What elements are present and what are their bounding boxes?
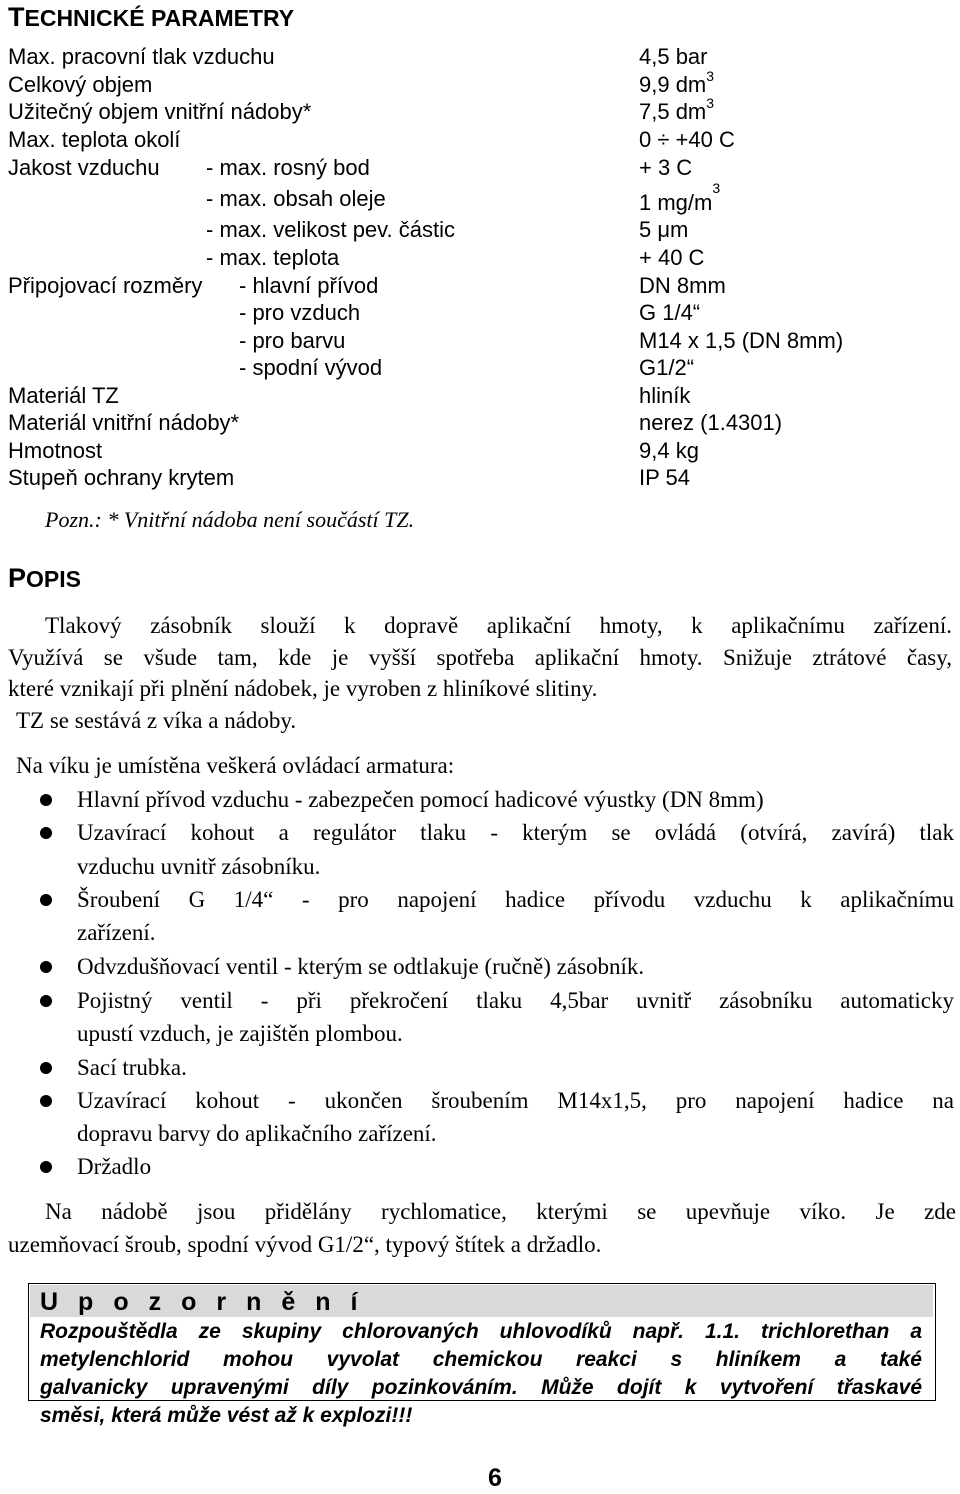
bullet-dot	[40, 794, 52, 806]
value-superscript: 3	[706, 94, 715, 111]
lid-intro: Na víku je umístěna veškerá ovládací armatura:	[16, 753, 455, 778]
param-sublabel: - pro barvu	[239, 328, 346, 353]
list-item: Sací trubka.	[77, 1055, 187, 1080]
footnote: Pozn.: * Vnitřní nádoba není součástí TZ.	[45, 507, 415, 532]
bullet-dot	[40, 827, 52, 839]
paragraph-line: Tlakový zásobník slouží k dopravě aplikační hmoty, k aplikačnímu zařízení.	[45, 613, 952, 638]
param-value: 5 μm	[639, 217, 689, 242]
param-value: 0 ÷ +40 C	[639, 127, 735, 152]
list-item-continuation: zařízení.	[77, 920, 156, 945]
param-label: Max. pracovní tlak vzduchu	[8, 44, 275, 69]
bullet-dot	[40, 1161, 52, 1173]
paragraph-line: TZ se sestává z víka a nádoby.	[16, 708, 297, 733]
param-label: Stupeň ochrany krytem	[8, 465, 235, 490]
list-item-continuation: upustí vzduch, je zajištěn plombou.	[77, 1021, 403, 1046]
list-item: Hlavní přívod vzduchu - zabezpečen pomocí hadicové výustky (DN 8mm)	[77, 787, 764, 812]
param-sublabel: - max. teplota	[206, 245, 340, 270]
param-sublabel: - hlavní přívod	[239, 273, 379, 298]
param-value: IP 54	[639, 465, 690, 490]
paragraph-line: uzemňovací šroub, spodní vývod G1/2“, typový štítek a držadlo.	[8, 1232, 602, 1257]
bullet-dot	[40, 1095, 52, 1107]
param-value	[639, 179, 721, 216]
value-text: 1 mg/m	[639, 190, 713, 215]
title-rest: OPIS	[26, 566, 81, 592]
param-label: Materiál vnitřní nádoby*	[8, 410, 240, 435]
param-sublabel: - spodní vývod	[239, 355, 383, 380]
param-value	[639, 94, 715, 125]
param-value: + 40 C	[639, 245, 705, 270]
param-label: Celkový objem	[8, 72, 153, 97]
param-value: DN 8mm	[639, 273, 726, 298]
list-item: Uzavírací kohout a regulátor tlaku - kterým se ovládá (otvírá, zavírá) tlak	[77, 820, 954, 845]
value-text: 7,5 dm	[639, 99, 707, 124]
bullet-dot	[40, 894, 52, 906]
bullet-dot	[40, 961, 52, 973]
param-label: Připojovací rozměry	[8, 273, 203, 298]
bullet-dot	[40, 995, 52, 1007]
list-item-continuation: vzduchu uvnitř zásobníku.	[77, 854, 321, 879]
list-item: Uzavírací kohout - ukončen šroubením M14x1,5, pro napojení hadice na	[77, 1088, 954, 1113]
warning-title: Upozornění	[40, 1288, 378, 1316]
param-value: 9,4 kg	[639, 438, 699, 463]
list-item: Odvzdušňovací ventil - kterým se odtlakuje (ručně) zásobník.	[77, 954, 645, 979]
param-value: hliník	[639, 383, 691, 408]
title-first-letter: T	[8, 2, 25, 32]
warning-line: galvanicky upravenými díly pozinkováním. Může dojít k vytvoření třaskavé	[40, 1376, 922, 1399]
param-value: G 1/4“	[639, 300, 701, 325]
param-label: Materiál TZ	[8, 383, 119, 408]
section-title-description	[8, 561, 81, 596]
param-sublabel: - max. velikost pev. částic	[206, 217, 455, 242]
page-number: 6	[488, 1464, 502, 1492]
param-value: nerez (1.4301)	[639, 410, 783, 435]
warning-line: směsi, která může vést až k explozi!!!	[40, 1404, 413, 1427]
param-sublabel: - pro vzduch	[239, 300, 361, 325]
value-superscript: 3	[712, 179, 721, 196]
section-title-technical-parameters	[8, 0, 294, 35]
param-label: Hmotnost	[8, 438, 103, 463]
title-first-letter: P	[8, 563, 27, 593]
list-item: Šroubení G 1/4“ - pro napojení hadice přívodu vzduchu k aplikačnímu	[77, 887, 954, 912]
param-value	[639, 67, 715, 98]
list-item: Držadlo	[77, 1154, 152, 1179]
bullet-dot	[40, 1062, 52, 1074]
param-label: Jakost vzduchu	[8, 155, 160, 180]
paragraph-line: které vznikají při plnění nádobek, je vyroben z hliníkové slitiny.	[8, 676, 598, 701]
paragraph-line: Na nádobě jsou přidělány rychlomatice, kterými se upevňuje víko. Je zde	[45, 1199, 956, 1224]
list-item-continuation: dopravu barvy do aplikačního zařízení.	[77, 1121, 437, 1146]
paragraph-line: Využívá se všude tam, kde je vyšší spotřeba aplikační hmoty. Snižuje ztrátové časy,	[8, 645, 952, 670]
warning-line: metylenchlorid mohou vyvolat chemickou reakci s hliníkem a také	[40, 1348, 922, 1371]
param-value: M14 x 1,5 (DN 8mm)	[639, 328, 844, 353]
param-sublabel: - max. rosný bod	[206, 155, 370, 180]
param-label: Max. teplota okolí	[8, 127, 181, 152]
param-sublabel: - max. obsah oleje	[206, 186, 386, 211]
param-value: 4,5 bar	[639, 44, 708, 69]
param-value: G1/2“	[639, 355, 695, 380]
param-label: Užitečný objem vnitřní nádoby*	[8, 99, 312, 124]
title-rest: ECHNICKÉ PARAMETRY	[24, 5, 295, 31]
value-text: 9,9 dm	[639, 72, 707, 97]
warning-line: Rozpouštědla ze skupiny chlorovaných uhlovodíků např. 1.1. trichlorethan a	[40, 1320, 922, 1343]
list-item: Pojistný ventil - při překročení tlaku 4,5bar uvnitř zásobníku automaticky	[77, 988, 954, 1013]
value-superscript: 3	[706, 67, 715, 84]
param-value: + 3 C	[639, 155, 693, 180]
